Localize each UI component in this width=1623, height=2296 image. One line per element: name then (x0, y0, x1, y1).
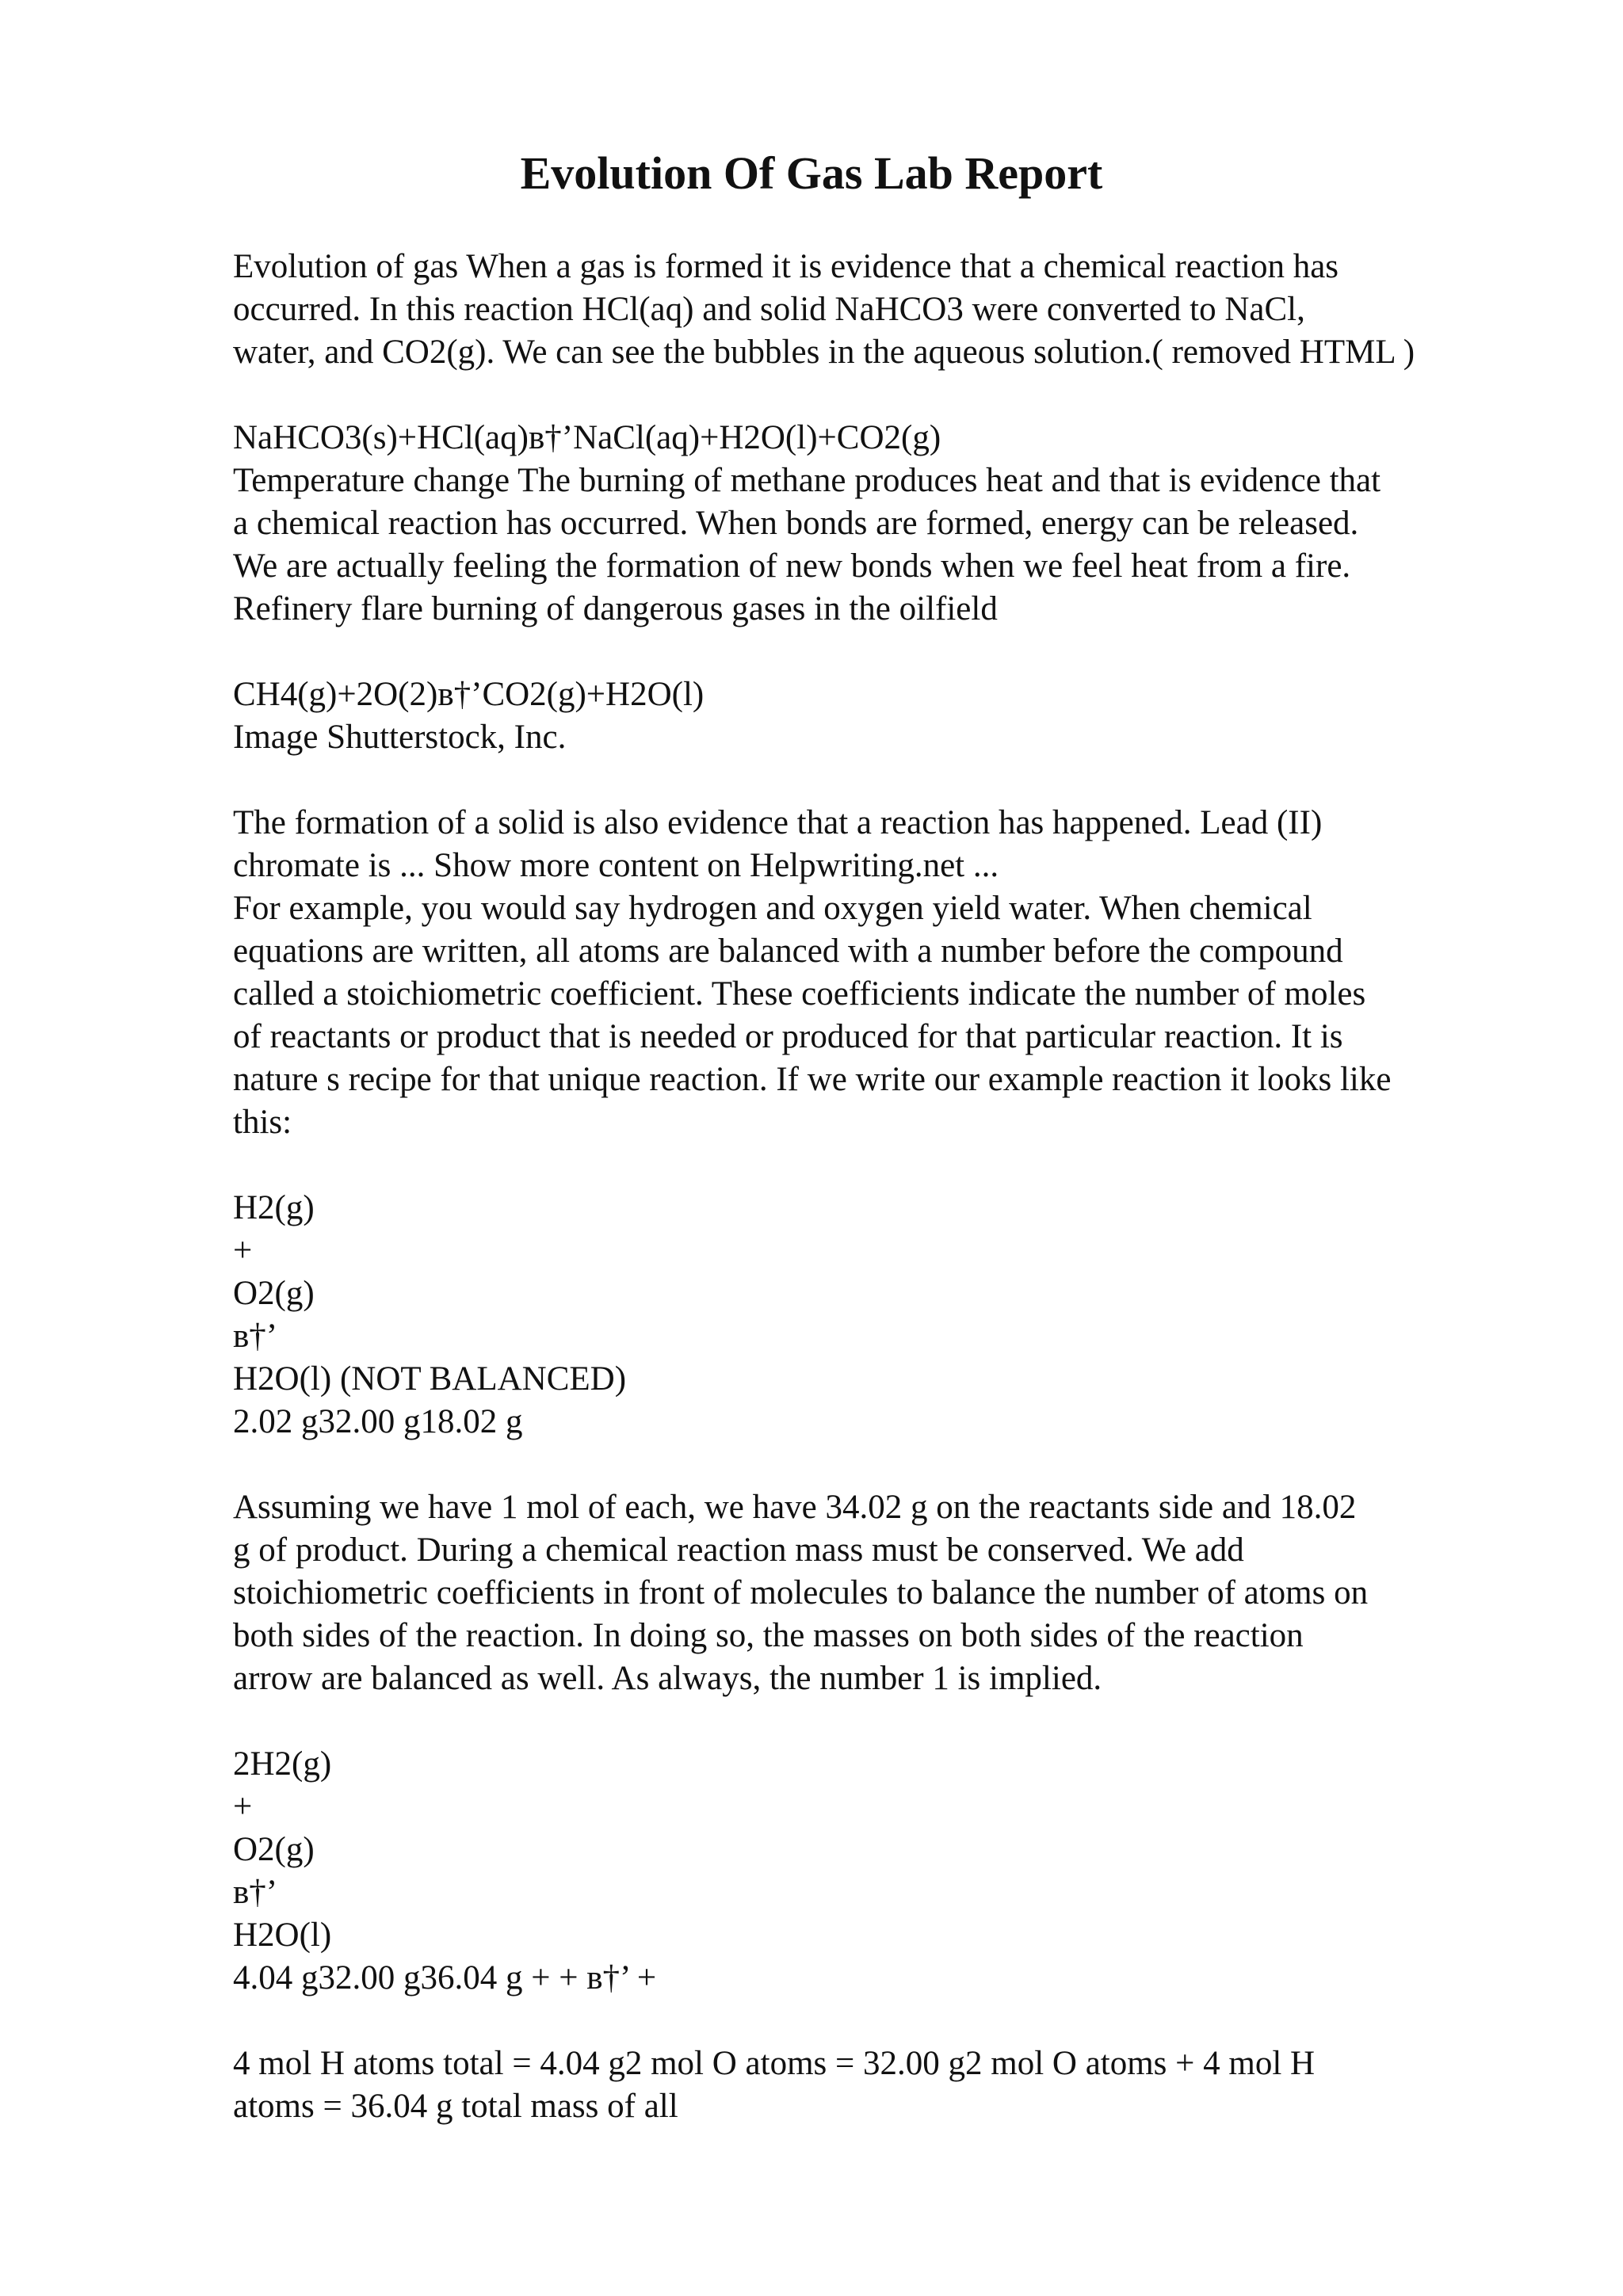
text-line: в†’ (233, 1318, 278, 1355)
text-line: The formation of a solid is also evidence that a reaction has happened. Lead (II) (233, 804, 1323, 841)
text-line: nature s recipe for that unique reaction. If we write our example reaction it looks like (233, 1061, 1392, 1098)
paragraph-spacer (233, 631, 1596, 673)
text-line: 4.04 g32.00 g36.04 g + + в†’ + (233, 1959, 657, 1997)
paragraph-spacer (233, 2000, 1596, 2042)
text-line: O2(g) (233, 1275, 315, 1312)
paragraph (233, 246, 1596, 374)
paragraph-spacer (233, 374, 1596, 417)
text-line: O2(g) (233, 1831, 315, 1868)
text-line: 4 mol H atoms total = 4.04 g2 mol O atoms = 32.00 g2 mol O atoms + 4 mol H (233, 2045, 1316, 2082)
text-line: Assuming we have 1 mol of each, we have 34.02 g on the reactants side and 18.02 (233, 1489, 1357, 1526)
text-line: g of product. During a chemical reaction mass must be conserved. We add (233, 1531, 1244, 1569)
paragraph (233, 417, 1596, 631)
text-line: equations are written, all atoms are balanced with a number before the compound (233, 933, 1343, 970)
text-line: this: (233, 1104, 292, 1141)
text-line: occurred. In this reaction HCl(aq) and solid NaHCO3 were converted to NaCl, (233, 291, 1305, 328)
paragraph-spacer (233, 1700, 1596, 1743)
paragraph (233, 802, 1596, 1144)
text-line: For example, you would say hydrogen and oxygen yield water. When chemical (233, 890, 1312, 927)
paragraph (233, 2042, 1596, 2128)
paragraph-spacer (233, 1444, 1596, 1486)
text-line: + (233, 1788, 253, 1825)
text-line: Refinery flare burning of dangerous gases in the oilfield (233, 590, 998, 627)
text-line: both sides of the reaction. In doing so, the masses on both sides of the reaction (233, 1617, 1304, 1654)
text-line: Temperature change The burning of methane produces heat and that is evidence that (233, 462, 1381, 499)
text-line: H2O(l) (233, 1917, 332, 1954)
text-line: chromate is ... Show more content on Helpwriting.net ... (233, 847, 999, 884)
document-body (233, 246, 1596, 2128)
text-line: called a stoichiometric coefficient. These coefficients indicate the number of moles (233, 975, 1366, 1013)
text-line: в†’ (233, 1874, 278, 1911)
text-line: arrow are balanced as well. As always, the number 1 is implied. (233, 1660, 1102, 1697)
text-line: 2H2(g) (233, 1745, 332, 1783)
paragraph (233, 673, 1596, 759)
text-line: NaHCO3(s)+HCl(aq)в†’NaCl(aq)+H2O(l)+CO2(g) (233, 419, 941, 456)
text-line: + (233, 1232, 253, 1269)
paragraph (233, 1743, 1596, 2000)
paragraph (233, 1187, 1596, 1444)
text-line: atoms = 36.04 g total mass of all (233, 2088, 678, 2125)
text-line: of reactants or product that is needed or produced for that particular reaction. It is (233, 1018, 1343, 1055)
document-title: Evolution Of Gas Lab Report (520, 147, 1103, 199)
text-line: H2(g) (233, 1189, 315, 1226)
text-line: Image Shutterstock, Inc. (233, 719, 567, 756)
text-line: CH4(g)+2O(2)в†’CO2(g)+H2O(l) (233, 676, 705, 713)
text-line: water, and CO2(g). We can see the bubbles in the aqueous solution.( removed HTML ) (233, 334, 1415, 371)
text-line: a chemical reaction has occurred. When bonds are formed, energy can be released. (233, 505, 1359, 542)
text-line: We are actually feeling the formation of new bonds when we feel heat from a fire. (233, 547, 1351, 585)
text-line: stoichiometric coefficients in front of molecules to balance the number of atoms on (233, 1574, 1369, 1611)
text-line: 2.02 g32.00 g18.02 g (233, 1403, 523, 1440)
paragraph-spacer (233, 759, 1596, 802)
paragraph (233, 1486, 1596, 1700)
text-line: Evolution of gas When a gas is formed it is evidence that a chemical reaction has (233, 248, 1339, 285)
paragraph-spacer (233, 1144, 1596, 1187)
text-line: H2O(l) (NOT BALANCED) (233, 1360, 627, 1398)
